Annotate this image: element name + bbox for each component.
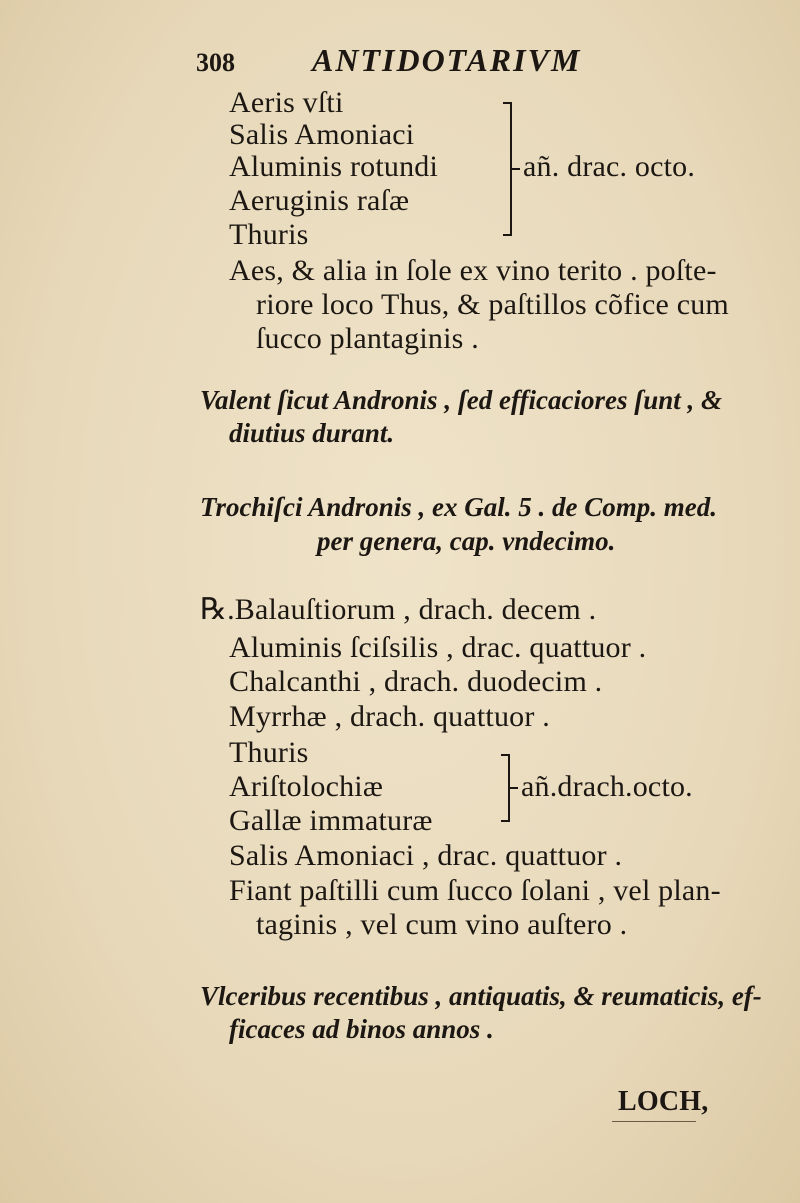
section-heading: per genera, cap. vndecimo.: [317, 526, 616, 556]
recipe2-line: Aluminis ſciſsilis , drac. quattuor .: [229, 631, 647, 664]
page-number: 308: [196, 48, 235, 77]
recipe1-item: Aeris vſti: [229, 86, 344, 119]
recipe2-group-item: Thuris: [229, 736, 309, 769]
recipe2-line: Myrrhæ , drach. quattuor .: [229, 700, 550, 733]
note2-line: ficaces ad binos annos .: [229, 1014, 494, 1044]
recipe2-brace: [498, 754, 510, 822]
recipe1-instruction: riore loco Thus, & paſtillos cõfice cum: [256, 288, 729, 321]
recipe2-group-item: Gallæ immaturæ: [229, 804, 433, 837]
running-title: ANTIDOTARIVM: [312, 42, 582, 78]
recipe2-group-item: Ariſtolochiæ: [229, 770, 384, 803]
recipe1-instruction: Aes, & alia in ſole ex vino terito . poſte-: [229, 254, 717, 287]
recipe1-item: Thuris: [229, 218, 309, 251]
recipe2-first-line: ℞.Balauſtiorum , drach. decem .: [200, 593, 597, 626]
recipe2-line: Salis Amoniaci , drac. quattuor .: [229, 839, 623, 872]
recipe1-brace: [500, 102, 512, 236]
recipe1-instruction: ſucco plantaginis .: [256, 322, 479, 355]
note1-line: Valent ſicut Andronis , ſed efficaciores ſunt , &: [200, 385, 723, 415]
recipe2-brace-tip: [510, 787, 518, 789]
catchword-underline: [612, 1121, 696, 1122]
recipe2-group-dose: añ.drach.octo.: [521, 770, 693, 803]
section-heading: Trochiſci Andronis , ex Gal. 5 . de Comp. med.: [200, 492, 717, 522]
recipe1-item: Salis Amoniaci: [229, 118, 415, 151]
recipe1-item: Aluminis rotundi: [229, 150, 439, 183]
catchword: LOCH,: [618, 1086, 709, 1117]
recipe1-dose: añ. drac. octo.: [523, 150, 696, 183]
note1-line: diutius durant.: [229, 418, 395, 448]
note2-line: Vlceribus recentibus , antiquatis, & reumaticis, ef-: [200, 981, 762, 1011]
recipe1-item: Aeruginis raſæ: [229, 184, 410, 217]
recipe2-line: Chalcanthi , drach. duodecim .: [229, 665, 603, 698]
recipe2-line: Fiant paſtilli cum ſucco ſolani , vel plan-: [229, 874, 721, 907]
recipe2-line: taginis , vel cum vino auſtero .: [256, 908, 628, 941]
recipe1-brace-tip: [512, 168, 520, 170]
